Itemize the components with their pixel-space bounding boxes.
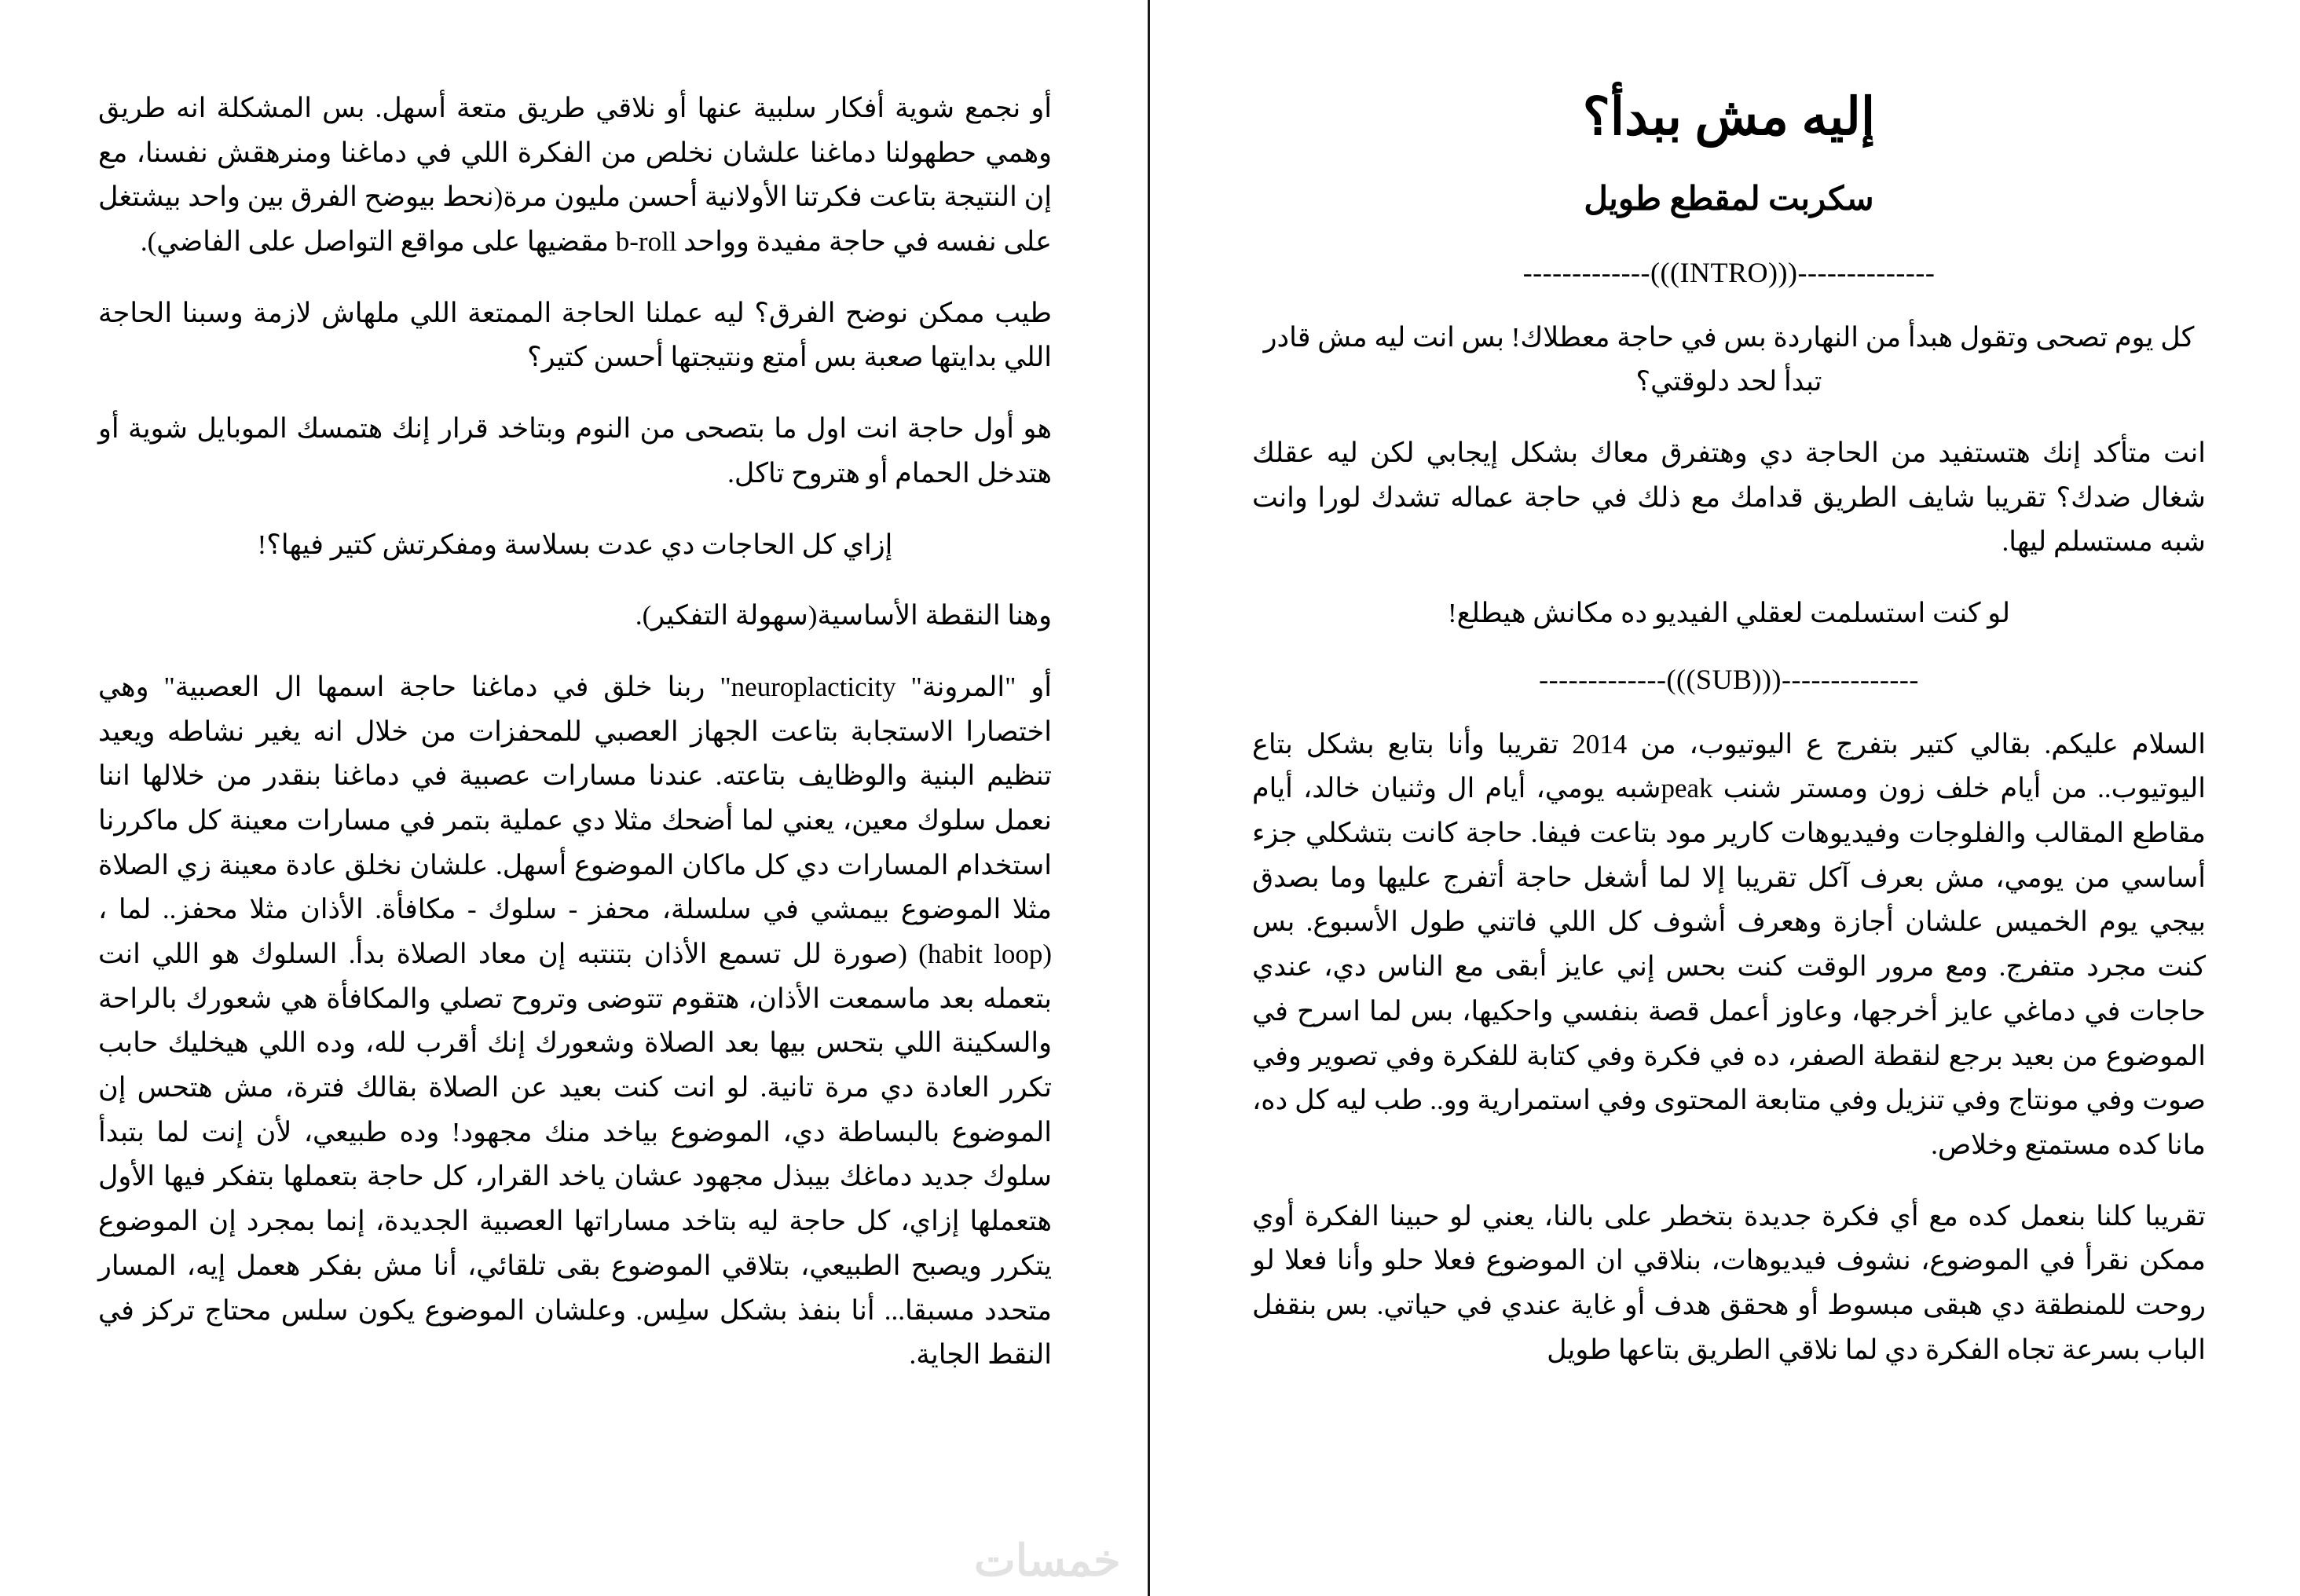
section-marker-intro: --------------(((INTRO)))------------- — [1522, 256, 1936, 288]
paragraph: طيب ممكن نوضح الفرق؟ ليه عملنا الحاجة الممتعة اللي ملهاش لازمة وسبنا الحاجة اللي بدايتها صعبة بس أمتع ونتيجتها أحسن كتير؟ — [98, 297, 1052, 373]
watermark: خمسات — [974, 1536, 1121, 1585]
paragraph: وهنا النقطة الأساسية(سهولة التفكير). — [635, 600, 1052, 631]
right-column — [1150, 0, 2300, 1596]
paragraph: انت متأكد إنك هتستفيد من الحاجة دي وهتفرق معاك بشكل إيجابي لكن ليه عقلك شغال ضدك؟ تقريبا شايف الطريق قدامك مع ذلك في حاجة عماله تشدك لورا وانت شبه مستسلم ليها. — [1252, 437, 2206, 558]
page-title: إليه مش ببدأ؟ — [1582, 89, 1876, 146]
paragraph: إزاي كل الحاجات دي عدت بسلاسة ومفكرتش كتير فيها؟! — [257, 529, 893, 560]
paragraph: أو نجمع شوية أفكار سلبية عنها أو نلاقي طريق متعة أسهل. بس المشكلة انه طريق وهمي حطهولنا دماغنا علشان نخلص من الفكرة اللي في دماغنا ومنرهقش نفسنا، مع إن النتيجة بتاعت فكرتنا الأولانية أحسن مليون مرة(نحط بيوضح الفرق بين واحد بيشتغل على نفسه في حاجة مفيدة وواحد b-roll مقضيها على مواقع التواصل على الفاضي). — [98, 93, 1052, 258]
paragraph: لو كنت استسلمت لعقلي الفيديو ده مكانش هيطلع! — [1447, 598, 2011, 629]
paragraph: هو أول حاجة انت اول ما بتصحى من النوم وبتاخد قرار إنك هتمسك الموبايل شوية أو هتدخل الحمام أو هتروح تاكل. — [98, 413, 1052, 489]
paragraph: أو "المرونة" neuroplacticity" ربنا خلق في دماغنا حاجة اسمها ال العصبية" وهي اختصارا الاستجابة بتاعت الجهاز العصبي للمحفزات من خلال انه يغير نشاطه ويعيد تنظيم البنية والوظايف بتاعته. عندنا مسارات عصبية في دماغنا بنقدر من خلالها اننا نعمل سلوك معين، يعني لما أضحك مثلا دي عملية بتمر في مسارات معينة كل ماكررنا استخدام المسارات دي كل ماكان الموضوع أسهل. علشان نخلق عادة معينة زي الصلاة مثلا الموضوع بيمشي في سلسلة، محفز - سلوك - مكافأة. الأذان مثلا محفز.. لما ،(habit loop) (صورة لل تسمع الأذان بتنتبه إن معاد الصلاة بدأ. السلوك هو اللي انت بتعمله بعد ماسمعت الأذان، هتقوم تتوضى وتروح تصلي والمكافأة هي شعورك بالراحة والسكينة اللي بتحس بيها بعد الصلاة وشعورك إنك أقرب لله، وده اللي هيخليك حابب تكرر العادة دي مرة تانية. لو انت كنت بعيد عن الصلاة بقالك فترة، مش هتحس إن الموضوع بالبساطة دي، الموضوع بياخد منك مجهود! وده طبيعي، لأن إنت لما بتبدأ سلوك جديد دماغك بيبذل مجهود عشان ياخد القرار، كل حاجة بتعملها بتفكر فيها الأول هتعملها إزاي، كل حاجة ليه بتاخد مساراتها العصبية الجديدة، إنما بمجرد إن الموضوع يتكرر ويصبح الطبيعي، بتلاقي الموضوع بقى تلقائي، أنا مش بفكر هعمل إيه، المسار متحدد مسبقا... أنا بنفذ بشكل سلِس. وعلشان الموضوع يكون سلس محتاج تركز في النقط الجاية. — [98, 671, 1053, 1371]
paragraph: تقريبا كلنا بنعمل كده مع أي فكرة جديدة بتخطر على بالنا، يعني لو حبينا الفكرة أوي ممكن نقرأ في الموضوع، نشوف فيديوهات، بنلاقي ان الموضوع فعلا حلو وأنا فعلا لو روحت للمنطقة دي هبقى مبسوط أو هحقق هدف أو غاية عندي في حياتي. بس بنقفل الباب بسرعة تجاه الفكرة دي لما نلاقي الطريق بتاعها طويل — [1252, 1200, 2206, 1365]
paragraph: كل يوم تصحى وتقول هبدأ من النهاردة بس في حاجة معطلاك! بس انت ليه مش قادر تبدأ لحد دلوقتي؟ — [1263, 321, 2195, 397]
page-subtitle: سكربت لمقطع طويل — [1584, 181, 1874, 218]
section-marker-sub: --------------(((SUB)))------------- — [1539, 663, 1919, 695]
paragraph: السلام عليكم. بقالي كتير بتفرج ع اليوتيوب، من 2014 تقريبا وأنا بتابع بشكل بتاع اليوتيوب.. من أيام خلف زون ومستر شنب peakشبه يومي، أيام ال وثنيان خالد، أيام مقاطع المقالب والفلوجات وفيديوهات كارير مود بتاعت فيفا. حاجة كانت بتشكلي جزء أساسي من يومي، مش بعرف آكل تقريبا إلا لما أشغل حاجة أتفرج عليها وما بصدق بيجي يوم الخميس علشان أجازة وهعرف أشوف كل اللي فاتني طول الأسبوع. بس كنت مجرد متفرج. ومع مرور الوقت كنت بحس إني عايز أبقى مع الناس دي، عندي حاجات في دماغي عايز أخرجها، وعاوز أعمل قصة بنفسي واحكيها، بس لما اسرح في الموضوع من بعيد برجع لنقطة الصفر، ده في فكرة وفي كتابة للفكرة وفي تصوير وفي صوت وفي مونتاج وفي تنزيل وفي متابعة المحتوى وفي استمرارية وو.. طب ليه كل ده، مانا كده مستمتع وخلاص. — [1252, 728, 2206, 1160]
